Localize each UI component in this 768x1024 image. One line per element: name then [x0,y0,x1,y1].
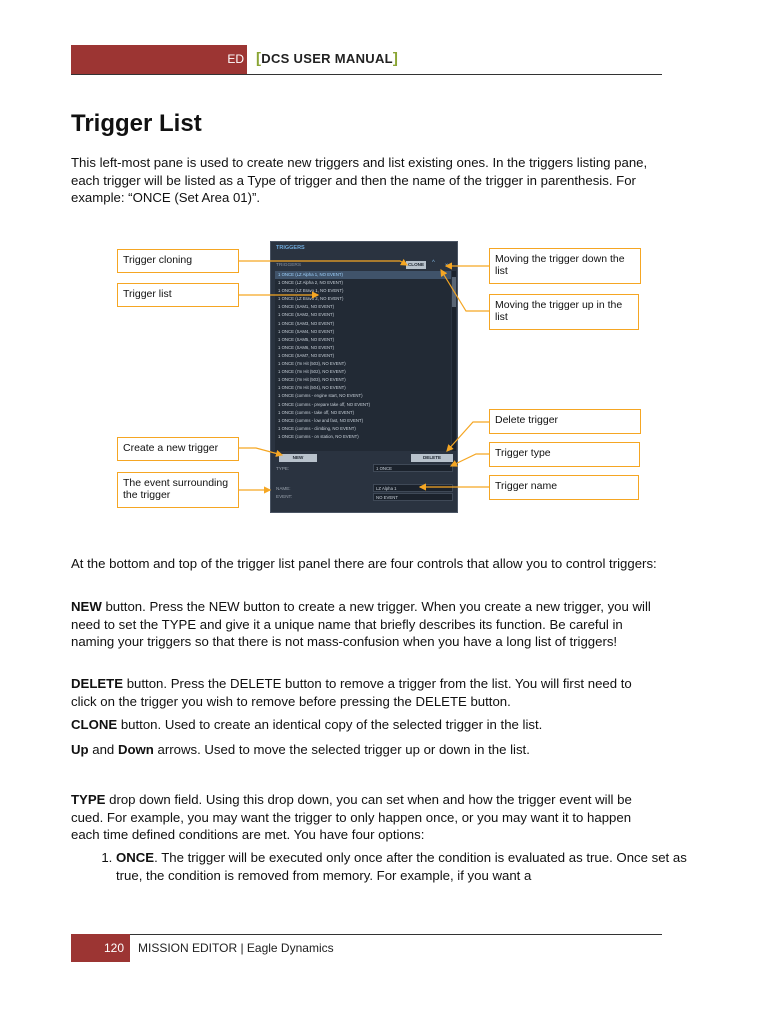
arrows-paragraph [71,741,661,759]
list-item[interactable]: 1 ONCE (comms - engine start, NO EVENT) [278,393,363,399]
list-item[interactable]: 1 ONCE (comms - take off, NO EVENT) [278,409,355,415]
new-paragraph [71,598,661,651]
arrow-delete [447,422,489,451]
up-term: Up [71,742,89,757]
event-select[interactable]: NO EVENT [373,493,453,501]
clone-term: CLONE [71,717,118,732]
arrow-type [451,454,489,466]
down-term: Down [117,742,154,757]
event-label: EVENT: [276,494,293,499]
list-item[interactable]: 1 ONCE (I'm Hit (504), NO EVENT) [278,385,346,391]
list-item[interactable]: 1 ONCE (comms - climbing, NO EVENT) [278,425,356,431]
list-item[interactable]: 1 ONCE (comms - low and fast, NO EVENT) [278,417,363,423]
new-text: button. Press the NEW button to create a new trigger. When you create a new trigger, you will need to set the TYPE and give it a unique name that briefly describes its function. Be careful in naming your triggers so that there is not mass-confusion when you have a long list of triggers! [71,599,651,649]
delete-term: DELETE [71,676,124,691]
list-item[interactable]: 1 ONCE (I'm Hit (503), NO EVENT) [278,377,346,383]
list-item[interactable]: 1 ONCE (SAM5, NO EVENT) [278,336,335,342]
list-item[interactable]: 1 ONCE (I'm Hit (503), NO EVENT) [278,361,346,367]
header-title-text: DCS USER MANUAL [261,51,393,66]
clone-text: button. Used to create an identical copy of the selected trigger in the list. [117,717,543,732]
type-paragraph [71,791,661,844]
list-item[interactable]: 1 ONCE (SAM7, NO EVENT) [278,352,335,358]
callout-create-new: Create a new trigger [117,437,239,461]
type-options-list [71,849,706,884]
list-item[interactable]: 1 ONCE (LZ Alpha 1, NO EVENT) [275,271,451,279]
page-number: 120 [103,941,124,955]
callout-trigger-list: Trigger list [117,283,239,307]
list-item [116,849,706,884]
list-item[interactable]: 1 ONCE (I'm Hit (502), NO EVENT) [278,369,346,375]
once-text: . The trigger will be executed only once after the condition is evaluated as true. Once set as true, the condition is removed from memory. For example, if you want a [116,850,687,883]
arrow-up [441,270,489,311]
list-item[interactable]: 1 ONCE (SAM1, NO EVENT) [278,304,335,310]
up-arrow-icon[interactable]: ^ [432,260,435,266]
and-text: and [88,742,118,757]
callout-trigger-type: Trigger type [489,442,640,467]
callout-delete-trigger: Delete trigger [489,409,641,434]
list-item[interactable]: 1 ONCE (SAM3, NO EVENT) [278,320,335,326]
once-term: ONCE [116,850,155,865]
arrow-clone [239,261,407,265]
list-item[interactable]: 1 ONCE (SAM6, NO EVENT) [278,344,335,350]
panel-title: TRIGGERS [276,245,305,251]
callout-trigger-name: Trigger name [489,475,639,500]
callout-event-surrounding: The event surrounding the trigger [117,472,239,508]
header-ed: ED [227,52,244,66]
delete-button[interactable]: DELETE [411,454,453,462]
clone-button[interactable]: CLONE [407,262,425,267]
type-text: drop down field. Using this drop down, you can set when and how the trigger event will be cued. For example, you may want the trigger to only happen once, or you may want it to happen each time defined conditions are met. You have four options: [71,792,632,842]
page-title: Trigger List [71,110,202,137]
list-item[interactable]: 1 ONCE (comms - prepare take off, NO EVENT) [278,401,371,407]
new-term: NEW [71,599,102,614]
type-label: TYPE: [276,466,290,471]
new-button[interactable]: NEW [279,454,317,462]
list-header: TRIGGERS [276,263,302,268]
controls-intro: At the bottom and top of the trigger list panel there are four controls that allow you to control triggers: [71,556,657,571]
intro-paragraph: This left-most pane is used to create new triggers and list existing ones. In the triggers listing pane, each trigger will be listed as a Type of trigger and then the name of the trigger in parenthesis. For example: “ONCE (Set Area 01)”. [71,155,648,205]
callout-move-down: Moving the trigger down the list [489,248,641,284]
delete-paragraph [71,675,661,710]
down-arrow-icon[interactable]: ⌄ [444,261,450,267]
type-select[interactable]: 1 ONCE [373,464,453,472]
list-item[interactable]: 1 ONCE (LZ Bravo 2, NO EVENT) [278,296,344,302]
list-item[interactable]: 1 ONCE (SAM4, NO EVENT) [278,328,335,334]
clone-paragraph [71,716,661,734]
name-label: NAME: [276,486,291,491]
list-item[interactable]: 1 ONCE (comms - on station, NO EVENT) [278,433,359,439]
callout-trigger-cloning: Trigger cloning [117,249,239,273]
type-term: TYPE [71,792,106,807]
footer-rule [130,934,662,935]
arrows-text: arrows. Used to move the selected trigger up or down in the list. [153,742,530,757]
arrow-new [239,448,282,455]
list-item[interactable]: 1 ONCE (LZ Bravo 1, NO EVENT) [278,288,344,294]
bracket-open: [ [256,50,262,67]
name-input[interactable]: LZ Alpha 1 [373,484,453,492]
footer-text: MISSION EDITOR | Eagle Dynamics [138,941,334,955]
callout-move-up: Moving the trigger up in the list [489,294,639,330]
bracket-close: ] [392,50,399,67]
list-item[interactable]: 1 ONCE (LZ Alpha 2, NO EVENT) [278,280,343,286]
list-item[interactable]: 1 ONCE (SAM2, NO EVENT) [278,312,335,318]
delete-text: button. Press the DELETE button to remove a trigger from the list. You will first need to click on the trigger you wish to remove before pressing the DELETE button. [71,676,632,709]
